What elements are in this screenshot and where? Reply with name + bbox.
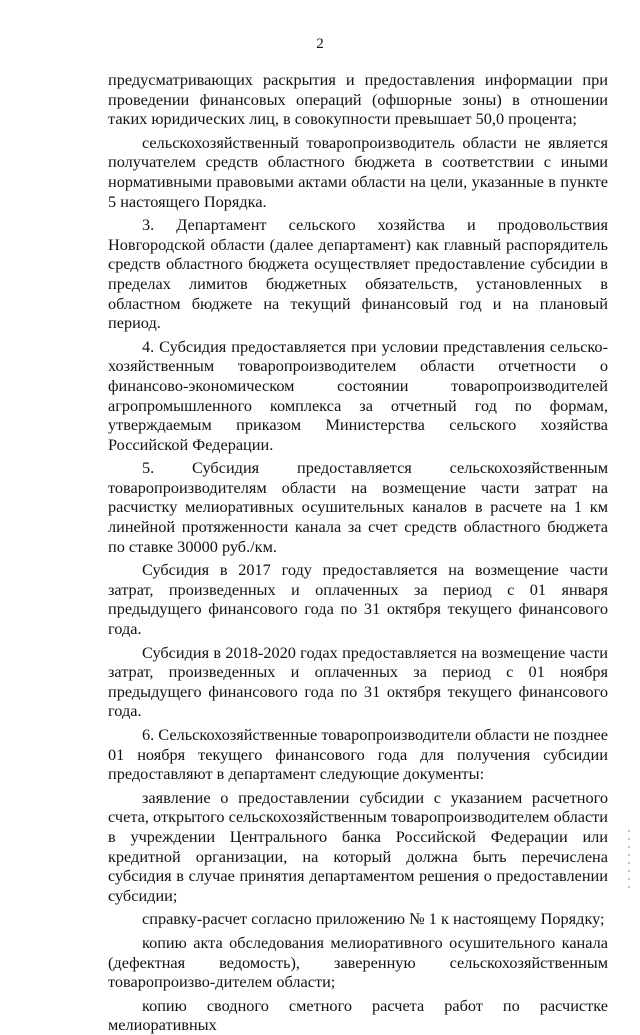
paragraph: сельскохозяйственный товаропроизводитель области не является получателем средств областного бюджета в соответствии с иными нормативными правовыми актами области на цели, указанные в пункте 5 настоящего Порядка. xyxy=(108,132,608,211)
paragraph: Субсидия в 2017 году предоставляется на возмещение части затрат, произведенных и оплаченных за период с 01 января предыдущего финансового года по 31 октября текущего финансового года. xyxy=(108,560,608,639)
paragraph: 6. Сельскохозяйственные товаропроизводители области не позднее 01 ноября текущего финансового года для получения субсидии предоставляют в департамент следующие документы: xyxy=(108,725,608,784)
paragraph: Субсидия в 2018-2020 годах предоставляется на возмещение части затрат, произведенных и оплаченных за период с 01 ноября предыдущего финансового года по 31 октября текущего финансового года. xyxy=(108,642,608,721)
paragraph: справку-расчет согласно приложению № 1 к настоящему Порядку; xyxy=(142,909,605,929)
paragraph: 4. Субсидия предоставляется при условии представления сельско-хозяйственным товаропроизводителем области отчетности о финансово-экономическом состоянии товаропроизводителей агропромышленного комплекса за отчетный год по формам, утверждаемым приказом Министерства сельского хозяйства Российской Федерации. xyxy=(108,336,608,454)
document-body xyxy=(108,70,608,1035)
page-number: 2 xyxy=(316,36,324,52)
paragraph: копию сводного сметного расчета работ по расчистке мелиоративных xyxy=(108,995,608,1035)
paragraph: копию акта обследования мелиоративного осушительного канала (дефектная ведомость), заверенную сельскохозяйственным товаропроизво-дителем области; xyxy=(108,932,608,992)
paragraph: 5. Субсидия предоставляется сельскохозяйственным товаропроизводителям области на возмещение части затрат на расчистку мелиоративных осушительных каналов в расчете на 1 км линейной протяженности канала за счет средств областного бюджета по ставке 30000 руб./км. xyxy=(108,458,608,556)
paragraph: заявление о предоставлении субсидии с указанием расчетного счета, открытого сельскохозяйственным товаропроизводителем области в учреждении Центрального банка Российской Федерации или кредитной организации, на который должна быть перечислена субсидия в случае принятия департаментом решения о предоставлении субсидии; xyxy=(108,787,608,905)
paragraph: 3. Департамент сельского хозяйства и продовольствия Новгородской области (далее департамент) как главный распорядитель средств областного бюджета осуществляет предоставление субсидии в пределах лимитов бюджетных обязательств, установленных в областном бюджете на текущий финансовый год и на плановый период. xyxy=(108,215,608,333)
scan-edge-mark xyxy=(628,830,630,890)
paragraph: предусматривающих раскрытия и предоставления информации при проведении финансовых операций (офшорные зоны) в отношении таких юридических лиц, в совокупности превышает 50,0 процента; xyxy=(108,70,608,129)
